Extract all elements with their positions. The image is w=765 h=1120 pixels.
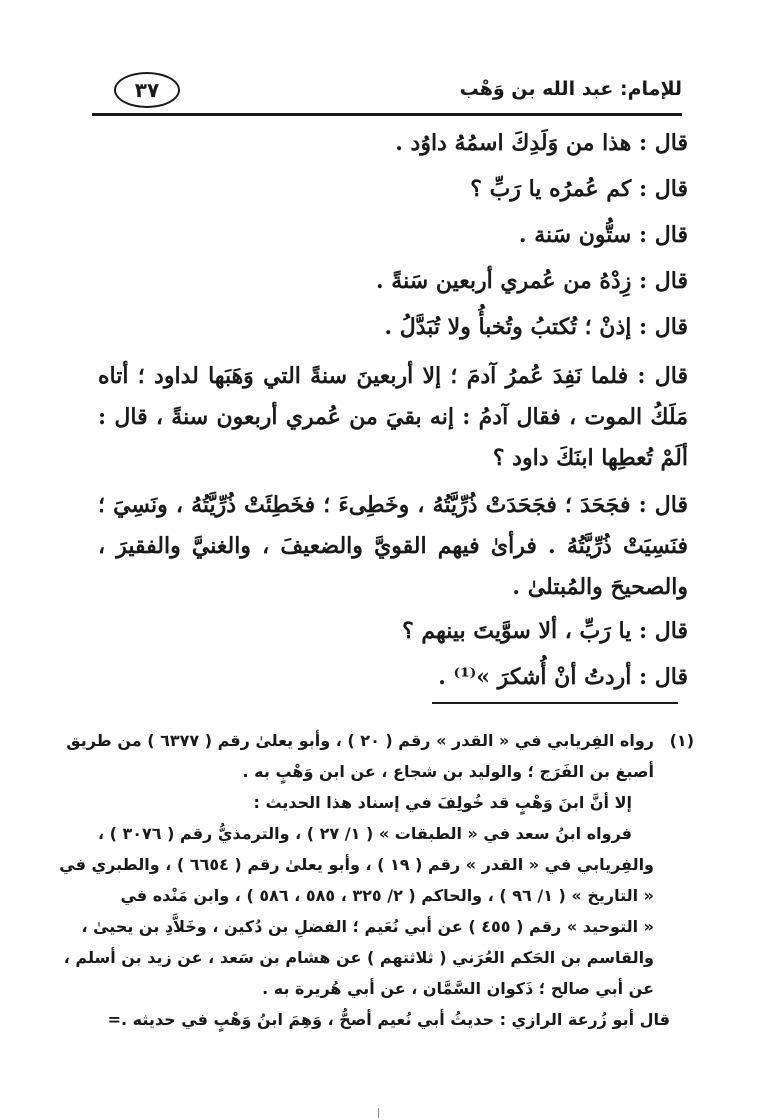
text-line: قال : يا رَبِّ ، ألا سوَّيتَ بينهم ؟ [402,618,688,644]
footnote-line: رواه الفِريابي في « القدر » رقم ( ٢٠ ) ، وأبو يعلىٰ رقم ( ٦٣٧٧ ) من طريق [66,731,654,750]
page-header [92,72,682,112]
text-line: قال : إذنْ ؛ تُكتبُ وتُخبأُ ولا تُبَدَّلُ . [384,314,688,340]
footnotes [59,725,694,1035]
text-line: قال : هذا من وَلَدِكَ اسمُهُ داوُد . [395,130,688,156]
footnote-line: قال أبو زُرعة الرازي : حديثُ أبي نُعيم أصحُّ ، وَهِمَ ابنُ وَهْبٍ في حديثه .= [107,1010,670,1029]
footnote-line: فرواه ابنُ سعد في « الطبقات » ( ١/ ٢٧ ) ، والترمذيُّ رقم ( ٣٠٧٦ ) ، [97,824,632,843]
paragraph: قال : فجَحَدَ ؛ فجَحَدَتْ ذُرِّيَّتُهُ ، وخَطِىءَ ؛ فخَطِئَتْ ذُرِّيَّتُهُ ، ونَسِيَ ؛ فنَسِيَتْ ذُرِّيَّتُهُ . فرأىٰ فيهم القويَّ والضعيفَ ، والغنيَّ والفقيرَ ، والصحيحَ والمُبتلىٰ . [98,492,688,600]
page-number: ٣٧ [114,72,180,108]
footnote-line: أصبغ بن الفَرَج ؛ والوليد بن شجاع ، عن ابن وَهْبٍ به . [242,762,654,781]
footnote-line: « التوحيد » رقم ( ٤٥٥ ) عن أبي نُعَيم ؛ الفضلِ بن دُكين ، وخَلاَّدِ بن يحيىٰ ، [81,917,654,936]
text-line: قال : كم عُمرُه يا رَبِّ ؟ [470,176,688,202]
running-title: للإمام: عبد الله بن وَهْب [459,78,682,100]
footnote-line: والقاسم بن الحَكم العُرَني ( ثلاثتهم ) عن هشام بن سَعد ، عن زيد بن أسلم ، [63,948,654,967]
footnote-marker: (١) [669,731,694,750]
text-line: قال : ستُّون سَنة . [518,222,688,248]
text-line: قال : زِدْهُ من عُمري أربعين سَنةً . [375,268,688,294]
footnote-line: عن أبي صالح ؛ ذَكوان السَّمَّان ، عن أبي هُريرة به . [262,979,654,998]
footnote-separator [432,702,678,704]
scan-mark [378,1108,379,1118]
footnote [59,725,694,1004]
footnote-line: والفِريابي في « القدر » رقم ( ١٩ ) ، وأبو يعلىٰ رقم ( ٦٦٥٤ ) ، والطبري في [59,855,654,874]
footnote-line: إلا أنَّ ابنَ وَهْبٍ قد خُولِفَ في إسناد هذا الحديث : [253,793,632,812]
paragraph: قال : فلما نَفِدَ عُمرُ آدمَ ؛ إلا أربعينَ سنةً التي وَهَبَها لداود ؛ أتاه مَلَكُ الموت ، فقال آدمُ : إنه بقيَ من عُمري أربعون سنةً ، قال : ألَمْ تُعطِها ابنَكَ داود ؟ [98,363,688,471]
header-rule [92,113,682,116]
footnote-line: « التاريخ » ( ١/ ٩٦ ) ، والحاكم ( ٢/ ٣٢٥ ، ٥٨٥ ، ٥٨٦ ) ، وابن مَنْده في [120,886,654,905]
footnote-continuation [92,1004,670,1035]
main-text [98,120,688,700]
text-line: قال : أردتُ أنْ أُشكرَ »⁽¹⁾ . [438,664,688,690]
